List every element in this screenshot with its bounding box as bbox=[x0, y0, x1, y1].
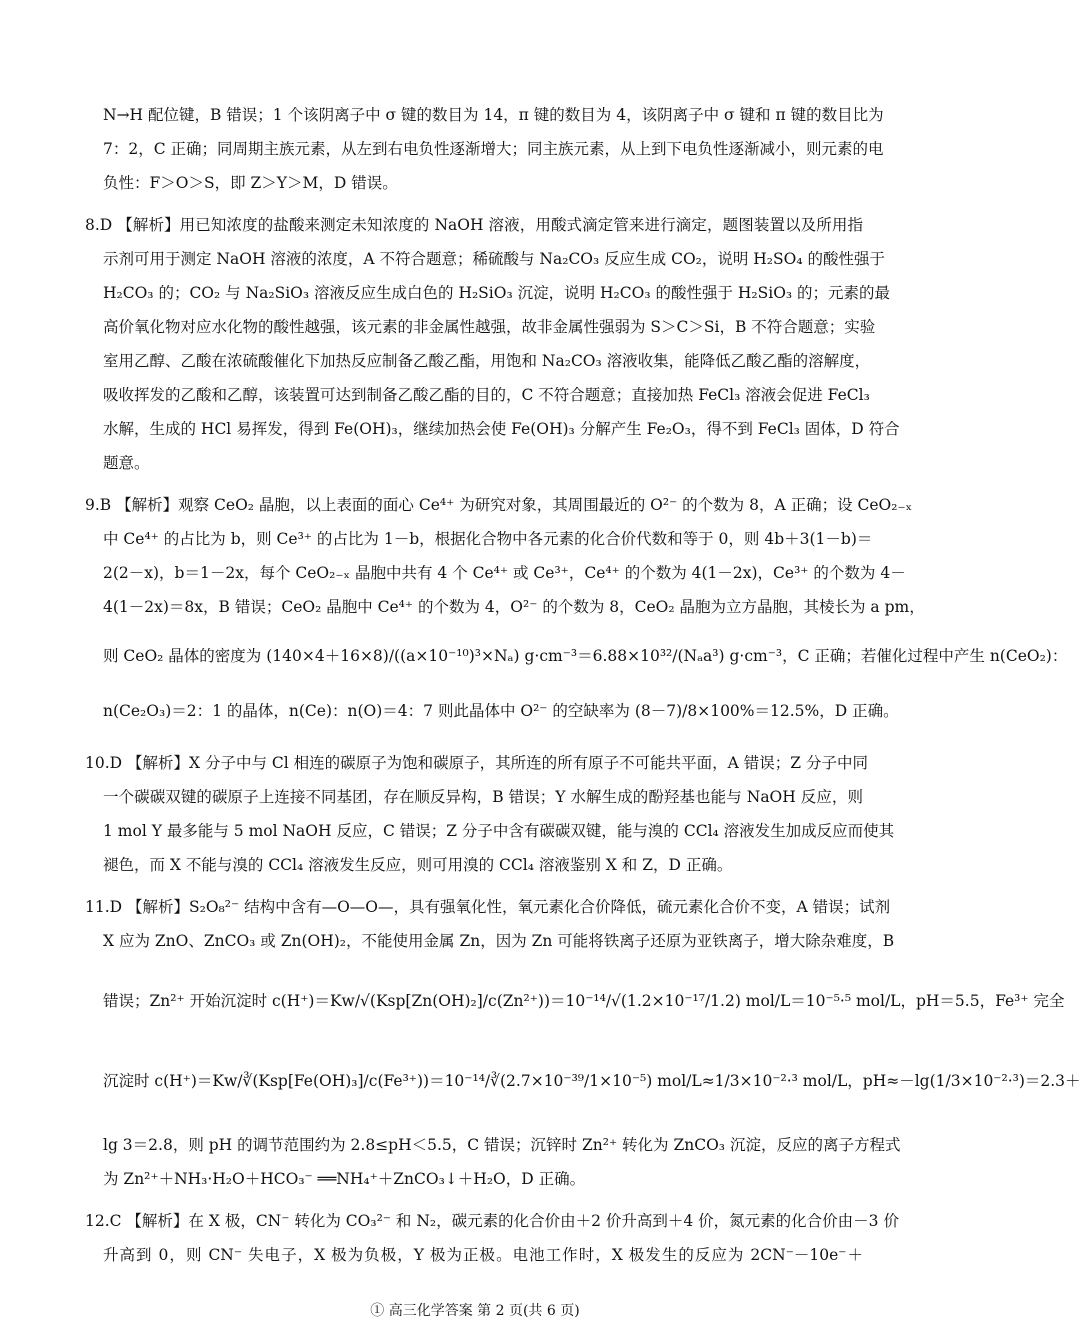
text-line: 水解，生成的 HCl 易挥发，得到 Fe(OH)₃，继续加热会使 Fe(OH)₃ 分解产生 Fe₂O₃，得不到 FeCl₃ 固体，D 符合 bbox=[103, 420, 900, 438]
text-line: 示剂可用于测定 NaOH 溶液的浓度，A 不符合题意；稀硫酸与 Na₂CO₃ 反应生成 CO₂，说明 H₂SO₄ 的酸性强于 bbox=[103, 250, 885, 268]
text-line: 中 Ce⁴⁺ 的占比为 b，则 Ce³⁺ 的占比为 1－b，根据化合物中各元素的化合价代数和等于 0，则 4b＋3(1－b)＝ bbox=[103, 530, 873, 548]
text-line: 7：2，C 正确；同周期主族元素，从左到右电负性逐渐增大；同主族元素，从上到下电负性逐渐减小，则元素的电 bbox=[103, 140, 884, 158]
text-line: 沉淀时 c(H⁺)＝Kw/∛(Ksp[Fe(OH)₃]/c(Fe³⁺))＝10⁻¹⁴/∛(2.7×10⁻³⁹/1×10⁻⁵) mol/L≈1/3×10⁻²·³ mol/L，pH≈－lg(1/3×10⁻²·³)＝2.3＋ bbox=[103, 1072, 1081, 1090]
text-line: N→H 配位键，B 错误；1 个该阴离子中 σ 键的数目为 14，π 键的数目为 4，该阴离子中 σ 键和 π 键的数目比为 bbox=[103, 106, 884, 124]
text-line: 1 mol Y 最多能与 5 mol NaOH 反应，C 错误；Z 分子中含有碳碳双键，能与溴的 CCl₄ 溶液发生加成反应而使其 bbox=[103, 822, 895, 840]
text-line: 题意。 bbox=[103, 454, 150, 472]
page-footer: ① 高三化学答案 第 2 页(共 6 页) bbox=[370, 1303, 580, 1319]
text-line: 4(1－2x)＝8x，B 错误；CeO₂ 晶胞中 Ce⁴⁺ 的个数为 4，O²⁻ 的个数为 8，CeO₂ 晶胞为立方晶胞，其棱长为 a pm， bbox=[103, 598, 925, 616]
text-line: X 应为 ZnO、ZnCO₃ 或 Zn(OH)₂，不能使用金属 Zn，因为 Zn 可能将铁离子还原为亚铁离子，增大除杂难度，B bbox=[103, 932, 895, 950]
text-line: lg 3＝2.8，则 pH 的调节范围约为 2.8≤pH＜5.5，C 错误；沉锌时 Zn²⁺ 转化为 ZnCO₃ 沉淀，反应的离子方程式 bbox=[103, 1136, 901, 1154]
text-line: 高价氧化物对应水化物的酸性越强，该元素的非金属性越强，故非金属性强弱为 S＞C＞Si，B 不符合题意；实验 bbox=[103, 318, 876, 336]
text-line: 褪色，而 X 不能与溴的 CCl₄ 溶液发生反应，则可用溴的 CCl₄ 溶液鉴别 X 和 Z，D 正确。 bbox=[103, 856, 733, 874]
text-line: 负性：F＞O＞S，即 Z＞Y＞M，D 错误。 bbox=[103, 174, 398, 192]
text-line: 12.C 【解析】在 X 极，CN⁻ 转化为 CO₃²⁻ 和 N₂，碳元素的化合价由＋2 价升高到＋4 价，氮元素的化合价由－3 价 bbox=[85, 1212, 899, 1230]
text-line: n(Ce₂O₃)＝2：1 的晶体，n(Ce)：n(O)＝4：7 则此晶体中 O²⁻ 的空缺率为 (8－7)/8×100%＝12.5%，D 正确。 bbox=[103, 702, 899, 720]
text-line: 错误；Zn²⁺ 开始沉淀时 c(H⁺)＝Kw/√(Ksp[Zn(OH)₂]/c(Zn²⁺))＝10⁻¹⁴/√(1.2×10⁻¹⁷/1.2) mol/L＝10⁻⁵·⁵ mol/L，pH＝5.5，Fe³⁺ 完全 bbox=[103, 992, 1065, 1010]
text-line: 9.B 【解析】观察 CeO₂ 晶胞，以上表面的面心 Ce⁴⁺ 为研究对象，其周围最近的 O²⁻ 的个数为 8，A 正确；设 CeO₂₋ₓ bbox=[85, 496, 913, 514]
text-line: 室用乙醇、乙酸在浓硫酸催化下加热反应制备乙酸乙酯，用饱和 Na₂CO₃ 溶液收集，能降低乙酸乙酯的溶解度， bbox=[103, 352, 871, 370]
text-line: 则 CeO₂ 晶体的密度为 (140×4＋16×8)/((a×10⁻¹⁰)³×Nₐ) g·cm⁻³＝6.88×10³²/(Nₐa³) g·cm⁻³，C 正确；若催化过程中产生 n(CeO₂)： bbox=[103, 647, 1068, 665]
text-line: 11.D 【解析】S₂O₈²⁻ 结构中含有—O—O—，具有强氧化性，氧元素化合价降低，硫元素化合价不变，A 错误；试剂 bbox=[85, 898, 891, 916]
text-line: 8.D 【解析】用已知浓度的盐酸来测定未知浓度的 NaOH 溶液，用酸式滴定管来进行滴定，题图装置以及所用指 bbox=[85, 216, 863, 234]
text-line: H₂CO₃ 的；CO₂ 与 Na₂SiO₃ 溶液反应生成白色的 H₂SiO₃ 沉淀，说明 H₂CO₃ 的酸性强于 H₂SiO₃ 的；元素的最 bbox=[103, 284, 891, 302]
text-line: 升高到 0，则 CN⁻ 失电子，X 极为负极，Y 极为正极。电池工作时，X 极发生的反应为 2CN⁻－10e⁻＋ bbox=[103, 1246, 863, 1264]
text-line: 吸收挥发的乙酸和乙醇，该装置可达到制备乙酸乙酯的目的，C 不符合题意；直接加热 FeCl₃ 溶液会促进 FeCl₃ bbox=[103, 386, 870, 404]
text-line: 为 Zn²⁺＋NH₃·H₂O＋HCO₃⁻ ══NH₄⁺＋ZnCO₃↓＋H₂O，D 正确。 bbox=[103, 1170, 586, 1188]
text-line: 10.D 【解析】X 分子中与 Cl 相连的碳原子为饱和碳原子，其所连的所有原子不可能共平面，A 错误；Z 分子中同 bbox=[85, 754, 868, 772]
text-line: 2(2－x)，b＝1－2x，每个 CeO₂₋ₓ 晶胞中共有 4 个 Ce⁴⁺ 或 Ce³⁺，Ce⁴⁺ 的个数为 4(1－2x)，Ce³⁺ 的个数为 4－ bbox=[103, 564, 906, 582]
text-line: 一个碳碳双键的碳原子上连接不同基团，存在顺反异构，B 错误；Y 水解生成的酚羟基也能与 NaOH 反应，则 bbox=[103, 788, 863, 806]
